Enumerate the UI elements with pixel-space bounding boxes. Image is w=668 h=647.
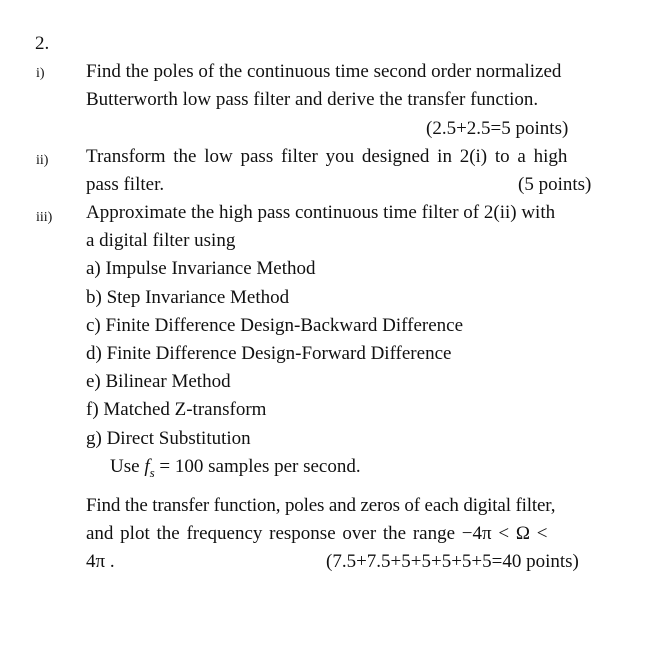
method-c: c) Finite Difference Design-Backward Difference bbox=[86, 315, 464, 336]
question-number: 2. bbox=[35, 33, 50, 54]
sampling-subscript: s bbox=[149, 464, 155, 480]
part-ii-line-2: pass filter. bbox=[86, 174, 165, 195]
method-g: g) Direct Substitution bbox=[86, 428, 251, 449]
part-label-iii: iii) bbox=[36, 210, 53, 225]
part-iii-line-1: Approximate the high pass continuous time filter of 2(ii) with bbox=[86, 202, 556, 223]
method-f: f) Matched Z-transform bbox=[86, 399, 267, 420]
method-d: d) Finite Difference Design-Forward Difference bbox=[86, 343, 452, 364]
part-i-line-2: Butterworth low pass filter and derive the transfer function. bbox=[86, 89, 539, 110]
sampling-symbol: f bbox=[144, 456, 150, 477]
method-e: e) Bilinear Method bbox=[86, 371, 231, 392]
part-label-i: i) bbox=[36, 66, 45, 81]
final-line-2: and plot the frequency response over the range −4π < Ω < bbox=[86, 523, 548, 544]
part-i-line-1: Find the poles of the continuous time second order normalized bbox=[86, 61, 562, 82]
sampling-rate bbox=[110, 455, 361, 485]
method-a: a) Impulse Invariance Method bbox=[86, 258, 316, 279]
sampling-suffix: = 100 samples per second. bbox=[154, 456, 361, 477]
part-i-points: (2.5+2.5=5 points) bbox=[426, 118, 569, 139]
part-ii-line-1: Transform the low pass filter you designed in 2(i) to a high bbox=[86, 146, 568, 167]
part-label-ii: ii) bbox=[36, 153, 49, 168]
final-line-3: 4π . bbox=[86, 551, 115, 572]
final-line-1: Find the transfer function, poles and zeros of each digital filter, bbox=[86, 495, 556, 516]
part-iii-points: (7.5+7.5+5+5+5+5+5=40 points) bbox=[326, 551, 579, 572]
sampling-prefix: Use bbox=[110, 456, 145, 477]
part-ii-points: (5 points) bbox=[518, 174, 592, 195]
part-iii-line-2: a digital filter using bbox=[86, 230, 236, 251]
method-b: b) Step Invariance Method bbox=[86, 287, 290, 308]
